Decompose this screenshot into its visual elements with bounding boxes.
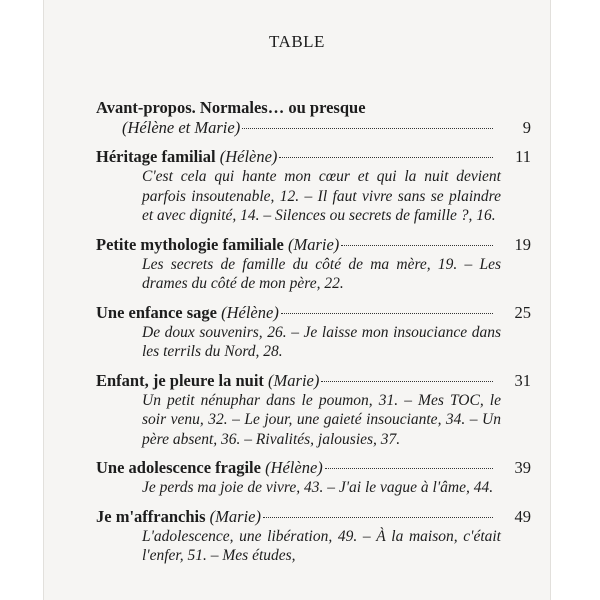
dot-leader <box>263 517 493 518</box>
dot-leader <box>321 381 493 382</box>
chapter-author: (Marie) <box>268 370 320 390</box>
page-number: 25 <box>514 302 531 322</box>
toc-entry <box>96 98 531 138</box>
chapter-author: (Hélène) <box>265 458 323 477</box>
chapter-title: Avant-propos. Normales… ou presque <box>96 98 366 117</box>
toc-entry <box>96 371 531 450</box>
chapter-author: (Marie) <box>209 506 261 526</box>
chapter-title: Petite mythologie familiale <box>96 234 284 254</box>
chapter-author: (Hélène) <box>221 302 279 322</box>
chapter-title: Enfant, je pleure la nuit <box>96 370 264 390</box>
page-number: 11 <box>515 147 531 166</box>
chapter-author: (Hélène et Marie) <box>122 118 241 137</box>
toc-entry <box>96 235 531 294</box>
dot-leader <box>281 313 493 314</box>
section-list: C'est cela qui hante mon cœur et qui la nuit devient parfois insoutenable, 12. – Il faut vivre sans se plaindre et avec dignité, 14. – Silences ou secrets de famille ?, 16. <box>142 168 501 224</box>
chapter-title: Une adolescence fragile <box>96 458 261 477</box>
section-list: Un petit nénuphar dans le poumon, 31. – Mes TOC, le soir venu, 32. – Le jour, une gaieté insouciante, 34. – Un père absent, 36. – Rivalités, jalousies, 37. <box>142 391 501 448</box>
toc-entry <box>96 458 531 498</box>
book-page <box>44 0 550 600</box>
page-number: 39 <box>514 458 531 477</box>
page-number: 9 <box>522 118 531 137</box>
section-list: L'adolescence, une libération, 49. – À la maison, c'était l'enfer, 51. – Mes études, <box>142 527 501 564</box>
dot-leader <box>341 245 493 246</box>
section-list: Je perds ma joie de vivre, 43. – J'ai le vague à l'âme, 44. <box>142 479 494 496</box>
toc-entry <box>96 507 531 566</box>
table-of-contents <box>96 98 531 575</box>
page-title: TABLE <box>269 32 325 51</box>
page-number: 31 <box>514 370 531 390</box>
chapter-author: (Marie) <box>287 234 340 254</box>
chapter-title: Je m'affranchis <box>96 506 206 526</box>
toc-entry <box>96 147 531 226</box>
toc-entry <box>96 303 531 362</box>
section-list: Les secrets de famille du côté de ma mère, 19. – Les drames du côté de mon père, 22. <box>142 255 501 292</box>
chapter-author: (Hélène) <box>219 147 278 166</box>
dot-leader <box>242 128 493 129</box>
chapter-title: Une enfance sage <box>96 302 217 322</box>
page-number: 19 <box>514 234 531 254</box>
dot-leader <box>325 468 493 469</box>
chapter-title: Héritage familial <box>96 147 216 166</box>
section-list: De doux souvenirs, 26. – Je laisse mon insouciance dans les terrils du Nord, 28. <box>142 323 501 360</box>
page-number: 49 <box>514 506 531 526</box>
dot-leader <box>279 157 493 158</box>
